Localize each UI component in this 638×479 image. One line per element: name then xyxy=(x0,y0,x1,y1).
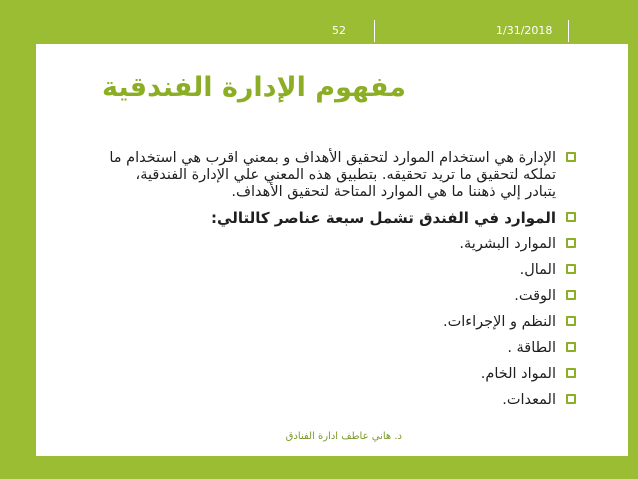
square-bullet-icon xyxy=(566,394,576,404)
slide-footer: د. هاني عاطف ادارة الفنادق xyxy=(285,431,402,442)
bullet-item xyxy=(106,262,576,279)
bullet-text: المال. xyxy=(519,262,556,278)
bullet-text: الموارد البشرية. xyxy=(459,236,556,252)
slide-number: 52 xyxy=(332,24,346,37)
bullet-text: الموارد في الفندق تشمل سبعة عناصر كالتالي: xyxy=(211,209,556,227)
bullet-item xyxy=(106,288,576,305)
right-band xyxy=(628,0,638,479)
bullet-text: المواد الخام. xyxy=(480,366,556,382)
bullet-text: النظم و الإجراءات. xyxy=(443,314,556,330)
bullet-item xyxy=(106,150,576,201)
square-bullet-icon xyxy=(566,238,576,248)
bullet-item xyxy=(106,236,576,253)
square-bullet-icon xyxy=(566,316,576,326)
header-divider xyxy=(568,20,569,42)
square-bullet-icon xyxy=(566,290,576,300)
bottom-band xyxy=(0,456,638,479)
square-bullet-icon xyxy=(566,152,576,162)
bullet-text: المعدات. xyxy=(502,392,556,408)
bullet-item xyxy=(106,340,576,357)
bullet-item xyxy=(106,314,576,331)
slide-title: مفهوم الإدارة الفندقية xyxy=(102,72,406,103)
square-bullet-icon xyxy=(566,212,576,222)
square-bullet-icon xyxy=(566,264,576,274)
bullet-text: الوقت. xyxy=(514,288,556,304)
top-band xyxy=(0,0,638,44)
bullet-text: الطاقة . xyxy=(507,340,556,356)
slide-date: 1/31/2018 xyxy=(496,24,553,37)
header-divider xyxy=(374,20,375,42)
bullet-list xyxy=(106,150,576,418)
bullet-text: الإدارة هي استخدام الموارد لتحقيق الأهداف و بمعني اقرب هي استخدام ما تملكه لتحقيق ما تريد تحقيقه. بتطبيق هذه المعني علي الإدارة الفندقية، يتبادر إلي ذهننا ما هي الموارد المتاحة لتحقيق الأهداف. xyxy=(109,150,556,200)
bullet-item xyxy=(106,392,576,409)
square-bullet-icon xyxy=(566,368,576,378)
left-band xyxy=(0,0,36,479)
bullet-item xyxy=(106,210,576,227)
bullet-item xyxy=(106,366,576,383)
square-bullet-icon xyxy=(566,342,576,352)
